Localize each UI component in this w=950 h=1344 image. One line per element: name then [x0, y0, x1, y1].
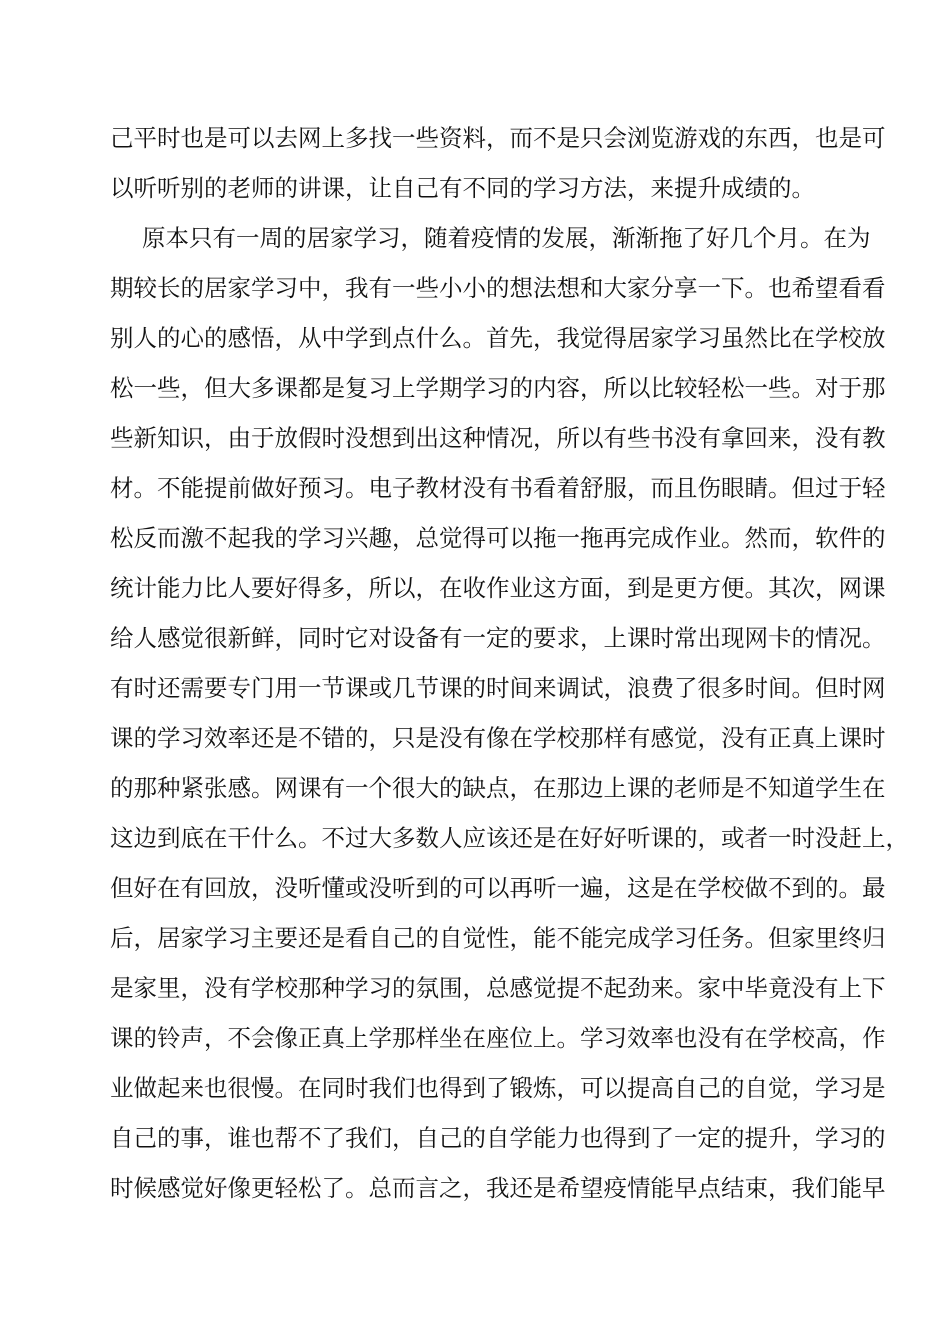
- text-line-13: 课的学习效率还是不错的，只是没有像在学校那样有感觉，没有正真上课时: [110, 724, 886, 752]
- text-line-20: 业做起来也很慢。在同时我们也得到了锻炼，可以提高自己的自觉，学习是: [110, 1074, 886, 1102]
- text-line-15: 这边到底在干什么。不过大多数人应该还是在好好听课的，或者一时没赶上，: [110, 824, 909, 852]
- text-line-16: 但好在有回放，没听懂或没听到的可以再听一遍，这是在学校做不到的。最: [110, 874, 886, 902]
- text-line-5: 别人的心的感悟，从中学到点什么。首先，我觉得居家学习虽然比在学校放: [110, 324, 886, 352]
- text-line-22: 时候感觉好像更轻松了。总而言之，我还是希望疫情能早点结束，我们能早: [110, 1174, 886, 1202]
- text-line-10: 统计能力比人要好得多，所以，在收作业这方面，到是更方便。其次，网课: [110, 574, 886, 602]
- text-line-21: 自己的事，谁也帮不了我们，自己的自学能力也得到了一定的提升，学习的: [110, 1124, 886, 1152]
- text-line-11: 给人感觉很新鲜，同时它对设备有一定的要求，上课时常出现网卡的情况。: [110, 624, 886, 652]
- text-line-19: 课的铃声，不会像正真上学那样坐在座位上。学习效率也没有在学校高，作: [110, 1024, 886, 1052]
- text-line-9: 松反而激不起我的学习兴趣，总觉得可以拖一拖再完成作业。然而，软件的: [110, 524, 886, 552]
- text-line-17: 后，居家学习主要还是看自己的自觉性，能不能完成学习任务。但家里终归: [110, 924, 886, 952]
- text-line-1: 己平时也是可以去网上多找一些资料，而不是只会浏览游戏的东西，也是可: [110, 124, 886, 152]
- text-line-14: 的那种紧张感。网课有一个很大的缺点，在那边上课的老师是不知道学生在: [110, 774, 886, 802]
- text-line-6: 松一些，但大多课都是复习上学期学习的内容，所以比较轻松一些。对于那: [110, 374, 886, 402]
- paragraph-first-line: 原本只有一周的居家学习，随着疫情的发展，渐渐拖了好几个月。在为: [142, 224, 871, 252]
- text-line-2: 以听听别的老师的讲课，让自己有不同的学习方法，来提升成绩的。: [110, 174, 815, 202]
- text-line-4: 期较长的居家学习中，我有一些小小的想法想和大家分享一下。也希望看看: [110, 274, 886, 302]
- text-line-8: 材。不能提前做好预习。电子教材没有书看着舒服，而且伤眼睛。但过于轻: [110, 474, 886, 502]
- text-line-18: 是家里，没有学校那种学习的氛围，总感觉提不起劲来。家中毕竟没有上下: [110, 974, 886, 1002]
- text-line-7: 些新知识，由于放假时没想到出这种情况，所以有些书没有拿回来，没有教: [110, 424, 886, 452]
- text-line-12: 有时还需要专门用一节课或几节课的时间来调试，浪费了很多时间。但时网: [110, 674, 886, 702]
